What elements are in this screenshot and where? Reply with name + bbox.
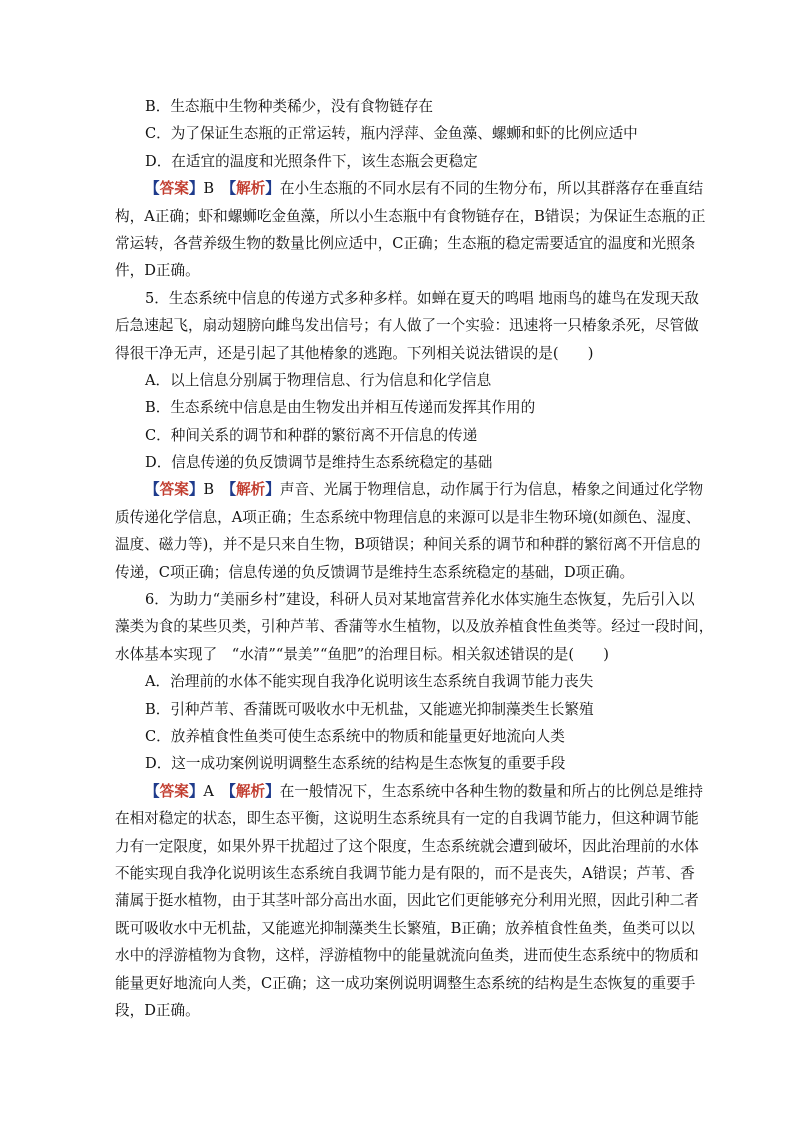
q6-analysis-line: 蒲属于挺水植物，由于其茎叶部分高出水面，因此它们更能够充分利用光照，因此引种二者 (115, 892, 699, 910)
q5-analysis-line: 传递，C项正确；信息传递的负反馈调节是维持生态系统稳定的基础，D项正确。 (115, 563, 635, 581)
bracket-right: 】 (265, 782, 280, 800)
q5-option-a: A．以上信息分别属于物理信息、行为信息和化学信息 (145, 371, 492, 389)
q4-answer-label: 答案 (159, 180, 189, 198)
bracket-left: 【 (145, 180, 160, 198)
q4-answer-line (115, 175, 704, 202)
bracket-left: 【 (228, 180, 237, 198)
q5-answer-label: 答案 (159, 481, 189, 499)
bracket-left: 【 (145, 481, 160, 499)
document-page (115, 93, 714, 1024)
q4-analysis-line: 构，A正确；虾和螺蛳吃金鱼藻，所以小生态瓶中有食物链存在，B错误；为保证生态瓶的正 (115, 207, 706, 225)
q6-analysis-line: 段，D正确。 (115, 1001, 200, 1019)
q5-stem-line: 得很干净无声，还是引起了其他椿象的逃跑。下列相关说法错误的是( ) (115, 344, 594, 362)
q4-option-d: D．在适宜的温度和光照条件下，该生态瓶会更稳定 (145, 152, 478, 170)
q6-analysis-line: 既可吸收水中无机盐，又能遮光抑制藻类生长繁殖，B正确；放养植食性鱼类，鱼类可以以 (115, 919, 695, 937)
q6-analysis-text: 在一般情况下，生态系统中各种生物的数量和所占的比例总是维持 (279, 782, 703, 800)
q5-stem-line: 后急速起飞，扇动翅膀向雌鸟发出信号；有人做了一个实验：迅速将一只椿象杀死，尽管做 (115, 317, 699, 335)
q6-option-c: C．放养植食性鱼类可使生态系统中的物质和能量更好地流向人类 (145, 727, 565, 745)
q5-analysis-line: 质传递化学信息，A项正确；生态系统中物理信息的来源可以是非生物环境(如颜色、湿度、 (115, 508, 701, 526)
q5-option-d: D．信息传递的负反馈调节是维持生态系统稳定的基础 (145, 454, 493, 472)
q6-analysis-label: 解析 (235, 782, 266, 800)
q6-option-a: A．治理前的水体不能实现自我净化说明该生态系统自我调节能力丧失 (145, 673, 594, 691)
q4-analysis-line: 件，D正确。 (115, 262, 200, 280)
q6-answer-line (115, 778, 703, 805)
bracket-left: 【 (228, 481, 237, 499)
q4-option-c: C．为了保证生态瓶的正常运转，瓶内浮萍、金鱼藻、螺蛳和虾的比例应适中 (145, 125, 638, 143)
q6-option-b: B．引种芦苇、香蒲既可吸收水中无机盐，又能遮光抑制藻类生长繁殖 (145, 700, 594, 718)
q4-option-b: B．生态瓶中生物种类稀少，没有食物链存在 (145, 98, 434, 115)
q6-stem-line: 6．为助力“美丽乡村”建设，科研人员对某地富营养化水体实施生态恢复，先后引入以 (145, 591, 695, 609)
q5-analysis-text: 声音、光属于物理信息，动作属于行为信息，椿象之间通过化学物 (279, 481, 704, 499)
q6-stem-line: 水体基本实现了 “水清”“景美”“鱼肥”的治理目标。相关叙述错误的是( ) (115, 645, 609, 663)
q5-option-b: B．生态系统中信息是由生物发出并相互传递而发挥其作用的 (145, 399, 536, 417)
q5-answer-value: B (203, 481, 215, 499)
q5-stem-line: 5．生态系统中信息的传递方式多种多样。如蝉在夏天的鸣唱 地雨鸟的雄鸟在发现天敌 (145, 289, 699, 307)
q6-answer-label: 答案 (159, 782, 189, 800)
q5-answer-line (115, 476, 704, 503)
bracket-right: 】 (188, 782, 204, 800)
q6-option-d: D．这一成功案例说明调整生态系统的结构是生态恢复的重要手段 (145, 755, 566, 773)
q5-analysis-label: 解析 (236, 481, 266, 499)
q5-analysis-line: 温度、磁力等)，并不是只来自生物，B项错误；种间关系的调节和种群的繁衍离不开信息的 (115, 536, 701, 554)
bracket-left: 【 (228, 782, 236, 800)
q4-analysis-text: 在小生态瓶的不同水层有不同的生物分布，所以其群落存在垂直结 (279, 180, 704, 198)
q6-analysis-line: 能量更好地流向人类，C正确；这一成功案例说明调整生态系统的结构是生态恢复的重要手 (115, 974, 696, 992)
q6-analysis-line: 在相对稳定的状态，即生态平衡，这说明生态系统具有一定的自我调节能力，但这种调节能 (115, 810, 699, 828)
bracket-right: 】 (188, 180, 204, 198)
bracket-right: 】 (265, 481, 280, 499)
q4-answer-value: B (203, 180, 215, 198)
q6-analysis-line: 不能实现自我净化说明该生态系统自我调节能力是有限的，而不是丧失，A错误；芦苇、香 (115, 864, 695, 882)
bracket-right: 】 (188, 481, 204, 499)
q4-analysis-label: 解析 (236, 180, 266, 198)
bracket-right: 】 (265, 180, 280, 198)
bracket-left: 【 (145, 782, 160, 800)
q6-analysis-line: 水中的浮游植物为食物，这样，浮游植物中的能量就流向鱼类，进而使生态系统中的物质和 (115, 947, 699, 965)
q6-stem-line: 藻类为食的某些贝类，引种芦苇、香蒲等水生植物，以及放养植食性鱼类等。经过一段时间， (115, 618, 714, 636)
q6-answer-value: A (203, 782, 214, 800)
q5-option-c: C．种间关系的调节和种群的繁衍离不开信息的传递 (145, 426, 478, 444)
q6-analysis-line: 力有一定限度，如果外界干扰超过了这个限度，生态系统就会遭到破坏，因此治理前的水体 (115, 837, 699, 855)
q4-analysis-line: 常运转，各营养级生物的数量比例应适中，C正确；生态瓶的稳定需要适宜的温度和光照条 (115, 234, 696, 252)
